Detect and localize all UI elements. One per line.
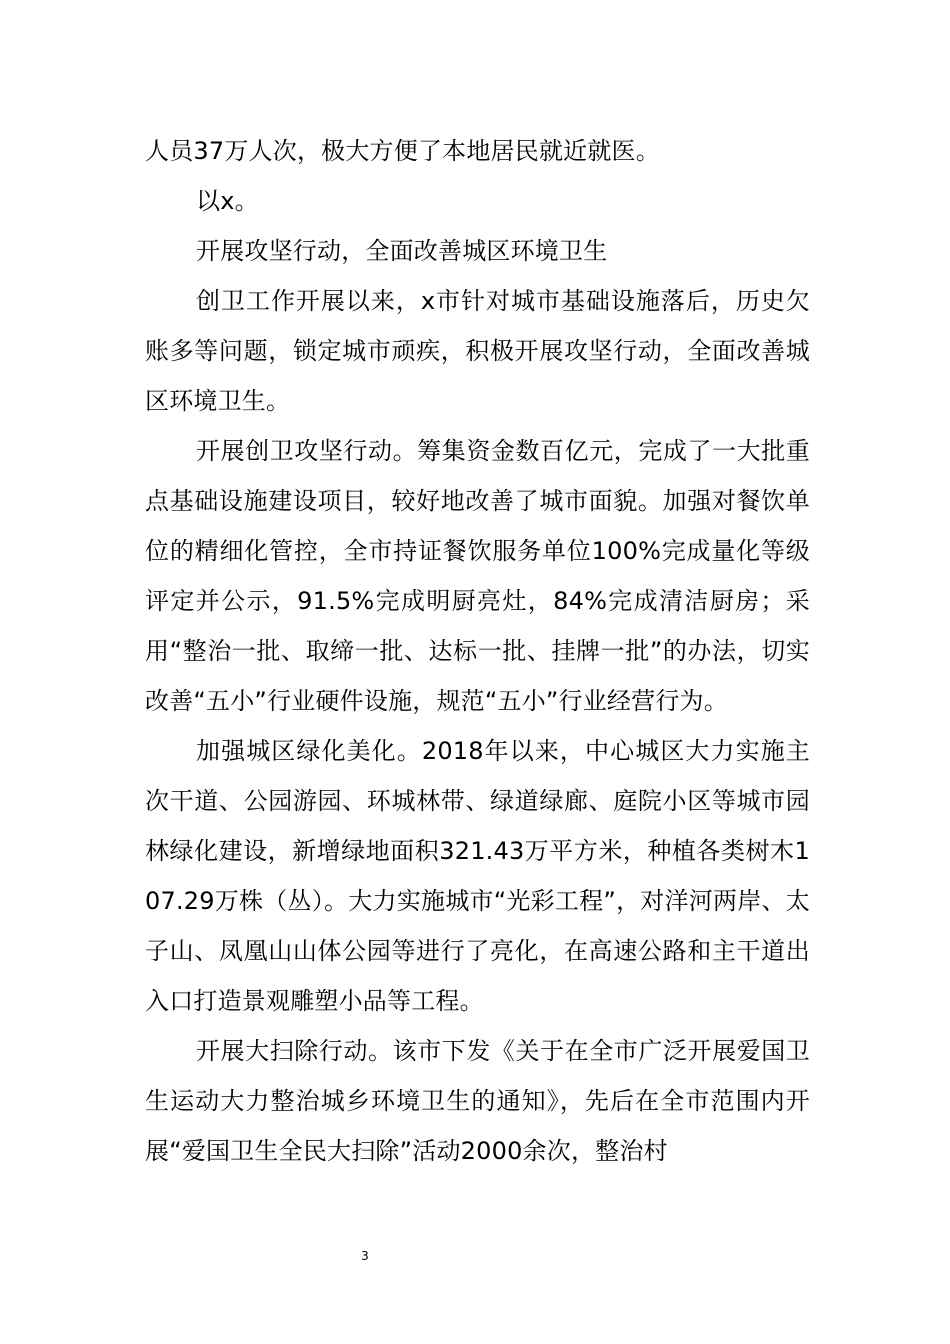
body-text: [145, 126, 810, 1176]
section-heading: 开展攻坚行动，全面改善城区环境卫生: [196, 237, 608, 265]
paragraph-cleanup: 开展大扫除行动。该市下发《关于在全市广泛开展爱国卫生运动大力整治城乡环境卫生的通知》，先后在全市范围内开展“爱国卫生全民大扫除”活动2000余次，整治村: [145, 1037, 810, 1165]
paragraph-short-note: 以x。: [196, 187, 259, 215]
paragraph-continuation: 人员37万人次，极大方便了本地居民就近就医。: [145, 137, 660, 165]
page-number: 3: [361, 1249, 369, 1263]
paragraph-greening: 加强城区绿化美化。2018年以来，中心城区大力实施主次干道、公园游园、环城林带、绿道绿廊、庭院小区等城市园林绿化建设，新增绿地面积321.43万平方米，种植各类树木107.29万株（丛）。大力实施城市“光彩工程”，对洋河两岸、太子山、凤凰山山体公园等进行了亮化，在高速公路和主干道出入口打造景观雕塑小品等工程。: [145, 737, 810, 1015]
paragraph-intro: 创卫工作开展以来，x市针对城市基础设施落后，历史欠账多等问题，锁定城市顽疾，积极开展攻坚行动，全面改善城区环境卫生。: [145, 287, 810, 415]
paragraph-campaign: 开展创卫攻坚行动。筹集资金数百亿元，完成了一大批重点基础设施建设项目，较好地改善了城市面貌。加强对餐饮单位的精细化管控，全市持证餐饮服务单位100%完成量化等级评定并公示，91.5%完成明厨亮灶，84%完成清洁厨房；采用“整治一批、取缔一批、达标一批、挂牌一批”的办法，切实改善“五小”行业硬件设施，规范“五小”行业经营行为。: [145, 437, 810, 715]
